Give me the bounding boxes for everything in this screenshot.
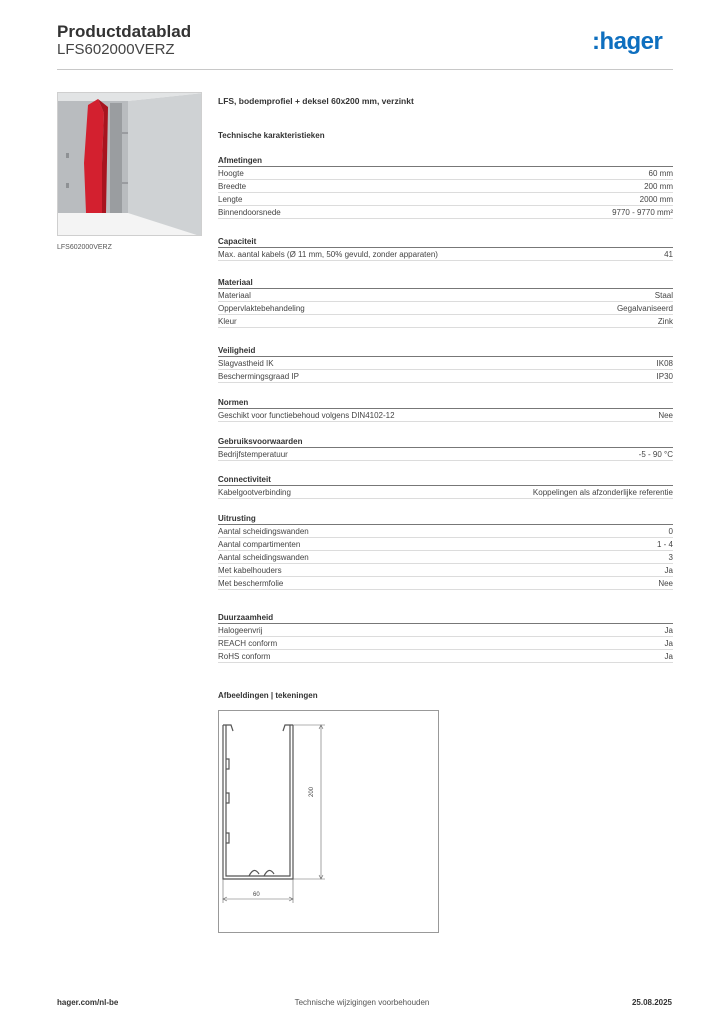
drawings-heading: Afbeeldingen | tekeningen <box>218 691 318 700</box>
spec-label: Materiaal <box>218 291 251 300</box>
footer-disclaimer: Technische wijzigingen voorbehouden <box>294 998 430 1007</box>
spec-value: Ja <box>664 566 673 575</box>
spec-value: 60 mm <box>648 169 673 178</box>
spec-value: 200 mm <box>644 182 673 191</box>
tech-characteristics-heading: Technische karakteristieken <box>218 131 325 140</box>
spec-value: -5 - 90 °C <box>638 450 673 459</box>
cable-trunking-image <box>58 93 202 236</box>
spec-row <box>218 248 673 261</box>
spec-section <box>218 236 673 261</box>
spec-section <box>218 612 673 663</box>
spec-row <box>218 577 673 590</box>
spec-value: 3 <box>668 553 673 562</box>
drawing-dimension-height: 200 <box>309 786 315 797</box>
photo-caption: LFS602000VERZ <box>57 244 112 251</box>
section-title: Uitrusting <box>218 513 673 525</box>
spec-label: Geschikt voor functiebehoud volgens DIN4102-12 <box>218 411 395 420</box>
hager-logo: :hager <box>592 28 663 55</box>
spec-label: Aantal scheidingswanden <box>218 553 309 562</box>
spec-row <box>218 637 673 650</box>
spec-label: Oppervlaktebehandeling <box>218 304 305 313</box>
spec-row <box>218 486 673 499</box>
spec-label: REACH conform <box>218 639 278 648</box>
spec-label: Aantal compartimenten <box>218 540 301 549</box>
spec-value: Ja <box>664 639 673 648</box>
product-photo <box>57 92 202 236</box>
spec-row <box>218 167 673 180</box>
spec-row <box>218 624 673 637</box>
spec-value: 9770 - 9770 mm² <box>612 208 673 217</box>
spec-row <box>218 538 673 551</box>
spec-row <box>218 315 673 328</box>
product-description: LFS, bodemprofiel + deksel 60x200 mm, verzinkt <box>218 96 414 106</box>
spec-label: Breedte <box>218 182 247 191</box>
section-title: Veiligheid <box>218 345 673 357</box>
page-title: Productdatablad <box>57 22 192 41</box>
spec-label: Halogeenvrij <box>218 626 263 635</box>
section-title: Capaciteit <box>218 236 673 248</box>
spec-section <box>218 474 673 499</box>
spec-section <box>218 513 673 590</box>
spec-label: Met kabelhouders <box>218 566 282 575</box>
section-title: Duurzaamheid <box>218 612 673 624</box>
spec-row <box>218 302 673 315</box>
spec-row <box>218 370 673 383</box>
spec-value: 41 <box>664 250 673 259</box>
spec-row <box>218 409 673 422</box>
section-title: Normen <box>218 397 673 409</box>
spec-value: Ja <box>664 652 673 661</box>
spec-row <box>218 551 673 564</box>
spec-section <box>218 155 673 219</box>
spec-value: Nee <box>658 411 673 420</box>
spec-row <box>218 448 673 461</box>
section-title: Connectiviteit <box>218 474 673 486</box>
spec-value: 1 - 4 <box>656 540 673 549</box>
spec-label: Slagvastheid IK <box>218 359 274 368</box>
spec-value: Zink <box>657 317 673 326</box>
spec-value: Nee <box>658 579 673 588</box>
spec-value: 0 <box>668 527 673 536</box>
spec-section <box>218 436 673 461</box>
spec-label: Binnendoorsnede <box>218 208 281 217</box>
spec-label: Beschermingsgraad IP <box>218 372 299 381</box>
spec-value: Staal <box>654 291 673 300</box>
product-reference: LFS602000VERZ <box>57 41 175 58</box>
spec-label: Lengte <box>218 195 243 204</box>
spec-row <box>218 206 673 219</box>
spec-label: Hoogte <box>218 169 244 178</box>
spec-label: Bedrijfstemperatuur <box>218 450 288 459</box>
spec-row <box>218 564 673 577</box>
spec-label: RoHS conform <box>218 652 271 661</box>
spec-row <box>218 650 673 663</box>
spec-label: Kabelgootverbinding <box>218 488 291 497</box>
spec-value: IK08 <box>656 359 673 368</box>
spec-row <box>218 289 673 302</box>
technical-drawing <box>218 710 439 933</box>
section-title: Gebruiksvoorwaarden <box>218 436 673 448</box>
spec-label: Aantal scheidingswanden <box>218 527 309 536</box>
header-divider <box>57 69 673 70</box>
spec-value: Koppelingen als afzonderlijke referentie <box>532 488 673 497</box>
drawing-dimension-width: 60 <box>253 892 260 898</box>
spec-value: Gegalvaniseerd <box>616 304 673 313</box>
spec-value: 2000 mm <box>639 195 673 204</box>
profile-drawing <box>219 711 438 932</box>
spec-value: IP30 <box>656 372 673 381</box>
spec-row <box>218 525 673 538</box>
spec-section <box>218 397 673 422</box>
footer-date: 25.08.2025 <box>631 998 672 1007</box>
spec-row <box>218 180 673 193</box>
spec-value: Ja <box>664 626 673 635</box>
spec-section <box>218 277 673 328</box>
spec-label: Max. aantal kabels (Ø 11 mm, 50% gevuld, zonder apparaten) <box>218 250 438 259</box>
spec-section <box>218 345 673 383</box>
spec-row <box>218 357 673 370</box>
spec-label: Kleur <box>218 317 237 326</box>
spec-label: Met beschermfolie <box>218 579 284 588</box>
section-title: Materiaal <box>218 277 673 289</box>
spec-row <box>218 193 673 206</box>
section-title: Afmetingen <box>218 155 673 167</box>
footer-website: hager.com/nl-be <box>57 998 119 1007</box>
